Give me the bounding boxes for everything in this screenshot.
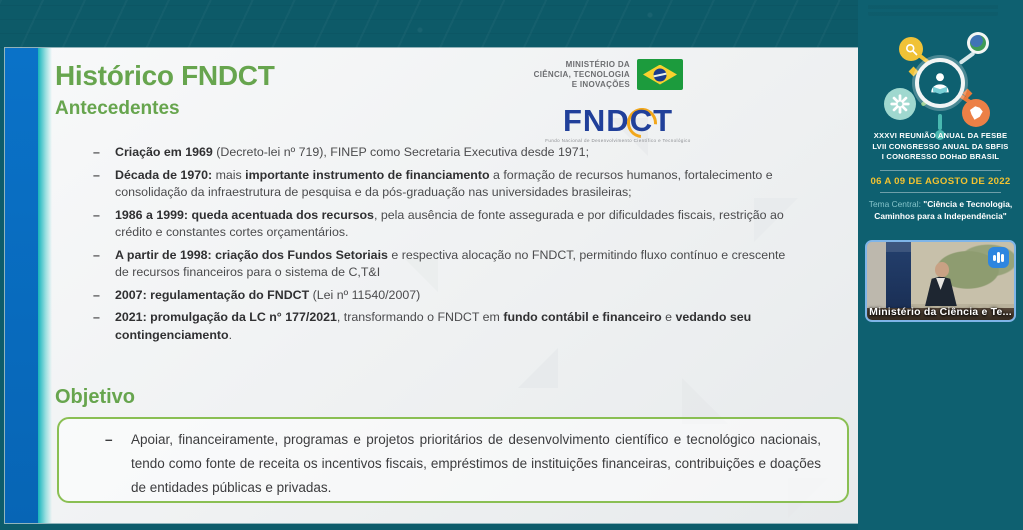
bullet-dash: – <box>93 287 100 302</box>
audio-bar <box>997 252 1000 263</box>
brazil-map-icon <box>962 99 990 127</box>
molecule-flower-icon <box>884 88 916 120</box>
globe-badge-icon <box>967 32 989 54</box>
triangle-decoration <box>518 348 558 388</box>
connector-line <box>938 114 942 130</box>
bullet-dash: – <box>93 310 100 324</box>
list-item <box>93 207 793 242</box>
slide-subtitle: Antecedentes <box>55 98 180 119</box>
globe-inner <box>970 35 986 51</box>
top-banner <box>0 0 858 48</box>
objective-heading: Objetivo <box>55 386 136 408</box>
congress-theme <box>866 199 1015 222</box>
objective-text: Apoiar, financeiramente, programas e projetos prioritários de desenvolvimento científico e tecnológico nacionais, tendo como fonte de receita os incentivos fiscais, empréstimos de instituições financeiras, contribuições e doações de entidades públicas e privadas. <box>131 432 821 495</box>
congress-line: XXXVI REUNIÃO ANUAL DA FESBE <box>873 131 1008 140</box>
divider <box>880 170 1001 171</box>
list-item <box>93 247 793 282</box>
speaker-video-thumbnail[interactable] <box>865 240 1016 322</box>
ministry-logo-text <box>534 60 630 90</box>
fndct-c: C <box>629 103 654 138</box>
theme-quote: "Ciência e Tecnologia, Caminhos para a Independência" <box>874 199 1013 221</box>
congress-dates: 06 A 09 DE AGOSTO DE 2022 <box>870 176 1011 187</box>
background-banner <box>886 242 911 309</box>
bullet-text: 2007: regulamentação do FNDCT (Lei nº 11540/2007) <box>115 287 421 302</box>
fndct-t: T <box>653 103 674 138</box>
conference-sidebar <box>858 0 1023 530</box>
bullet-text: 2021: promulgação da LC n° 177/2021, transformando o FNDCT em fundo contábil e financeiro e vedando seu contingenciamento. <box>115 310 752 342</box>
bullet-text: Criação em 1969 (Decreto-lei nº 719), FINEP como Secretaria Executiva desde 1971; <box>115 145 590 159</box>
slide-title: Histórico FNDCT <box>55 60 275 91</box>
fndct-c-swoosh-icon <box>630 105 653 137</box>
bullet-dash: – <box>93 167 100 182</box>
antecedentes-bullet-list <box>93 144 793 344</box>
list-item <box>93 309 793 344</box>
congress-line: I CONGRESSO DOHaD BRASIL <box>881 152 1000 161</box>
objective-box <box>57 417 849 503</box>
slide-left-teal-strip <box>38 48 52 523</box>
search-icon <box>899 37 923 61</box>
list-item <box>93 144 793 162</box>
theme-label: Tema Central: <box>868 199 921 209</box>
list-item <box>93 287 793 305</box>
fesbe-congress-logo <box>858 10 1023 132</box>
fndct-logo <box>533 105 703 143</box>
audio-bar <box>993 255 996 261</box>
fndct-tagline: Fundo Nacional de Desenvolvimento Científico e Tecnológico <box>545 138 691 143</box>
bullet-dash: – <box>105 432 113 447</box>
reader-icon <box>915 58 965 108</box>
audio-bar <box>1001 254 1004 262</box>
congress-title-block <box>858 131 1023 163</box>
bullet-dash: – <box>93 247 100 262</box>
audio-speaker-icon[interactable] <box>988 247 1009 268</box>
brazil-flag-icon <box>637 59 683 90</box>
bullet-text: 1986 a 1999: queda acentuada dos recursos, pela ausência de fonte assegurada e por dificuldades fiscais, restrição ao crédito e constantes cortes orçamentários. <box>115 207 784 239</box>
bullet-text: A partir de 1998: criação dos Fundos Setoriais e respectiva alocação no FNDCT, permitindo fluxo contínuo e crescente de recursos financeiros para o sistema de C,T&I <box>115 247 786 279</box>
presentation-slide <box>5 48 858 523</box>
ministry-line: E INOVAÇÕES <box>571 80 630 89</box>
fndct-fnd: FND <box>562 103 630 138</box>
bullet-dash: – <box>93 145 100 159</box>
slide-left-blue-bar <box>5 48 38 523</box>
bullet-dash: – <box>93 207 100 222</box>
participant-name-label: Ministério da Ciência e Te... <box>869 306 1012 318</box>
list-item <box>93 167 793 202</box>
bullet-text: Década de 1970: mais importante instrumento de financiamento a formação de recursos humanos, fortalecimento e consolidação da infraestrutura de pesquisa e da pós-graduação nas universidades brasileiras; <box>115 167 773 199</box>
fndct-wordmark <box>533 105 703 137</box>
ministry-line: CIÊNCIA, TECNOLOGIA <box>533 70 630 79</box>
speaker-head <box>935 262 949 277</box>
divider <box>880 192 1001 193</box>
ministry-line: MINISTÉRIO DA <box>565 60 630 69</box>
congress-line: LVII CONGRESSO ANUAL DA SBFIS <box>872 141 1009 151</box>
